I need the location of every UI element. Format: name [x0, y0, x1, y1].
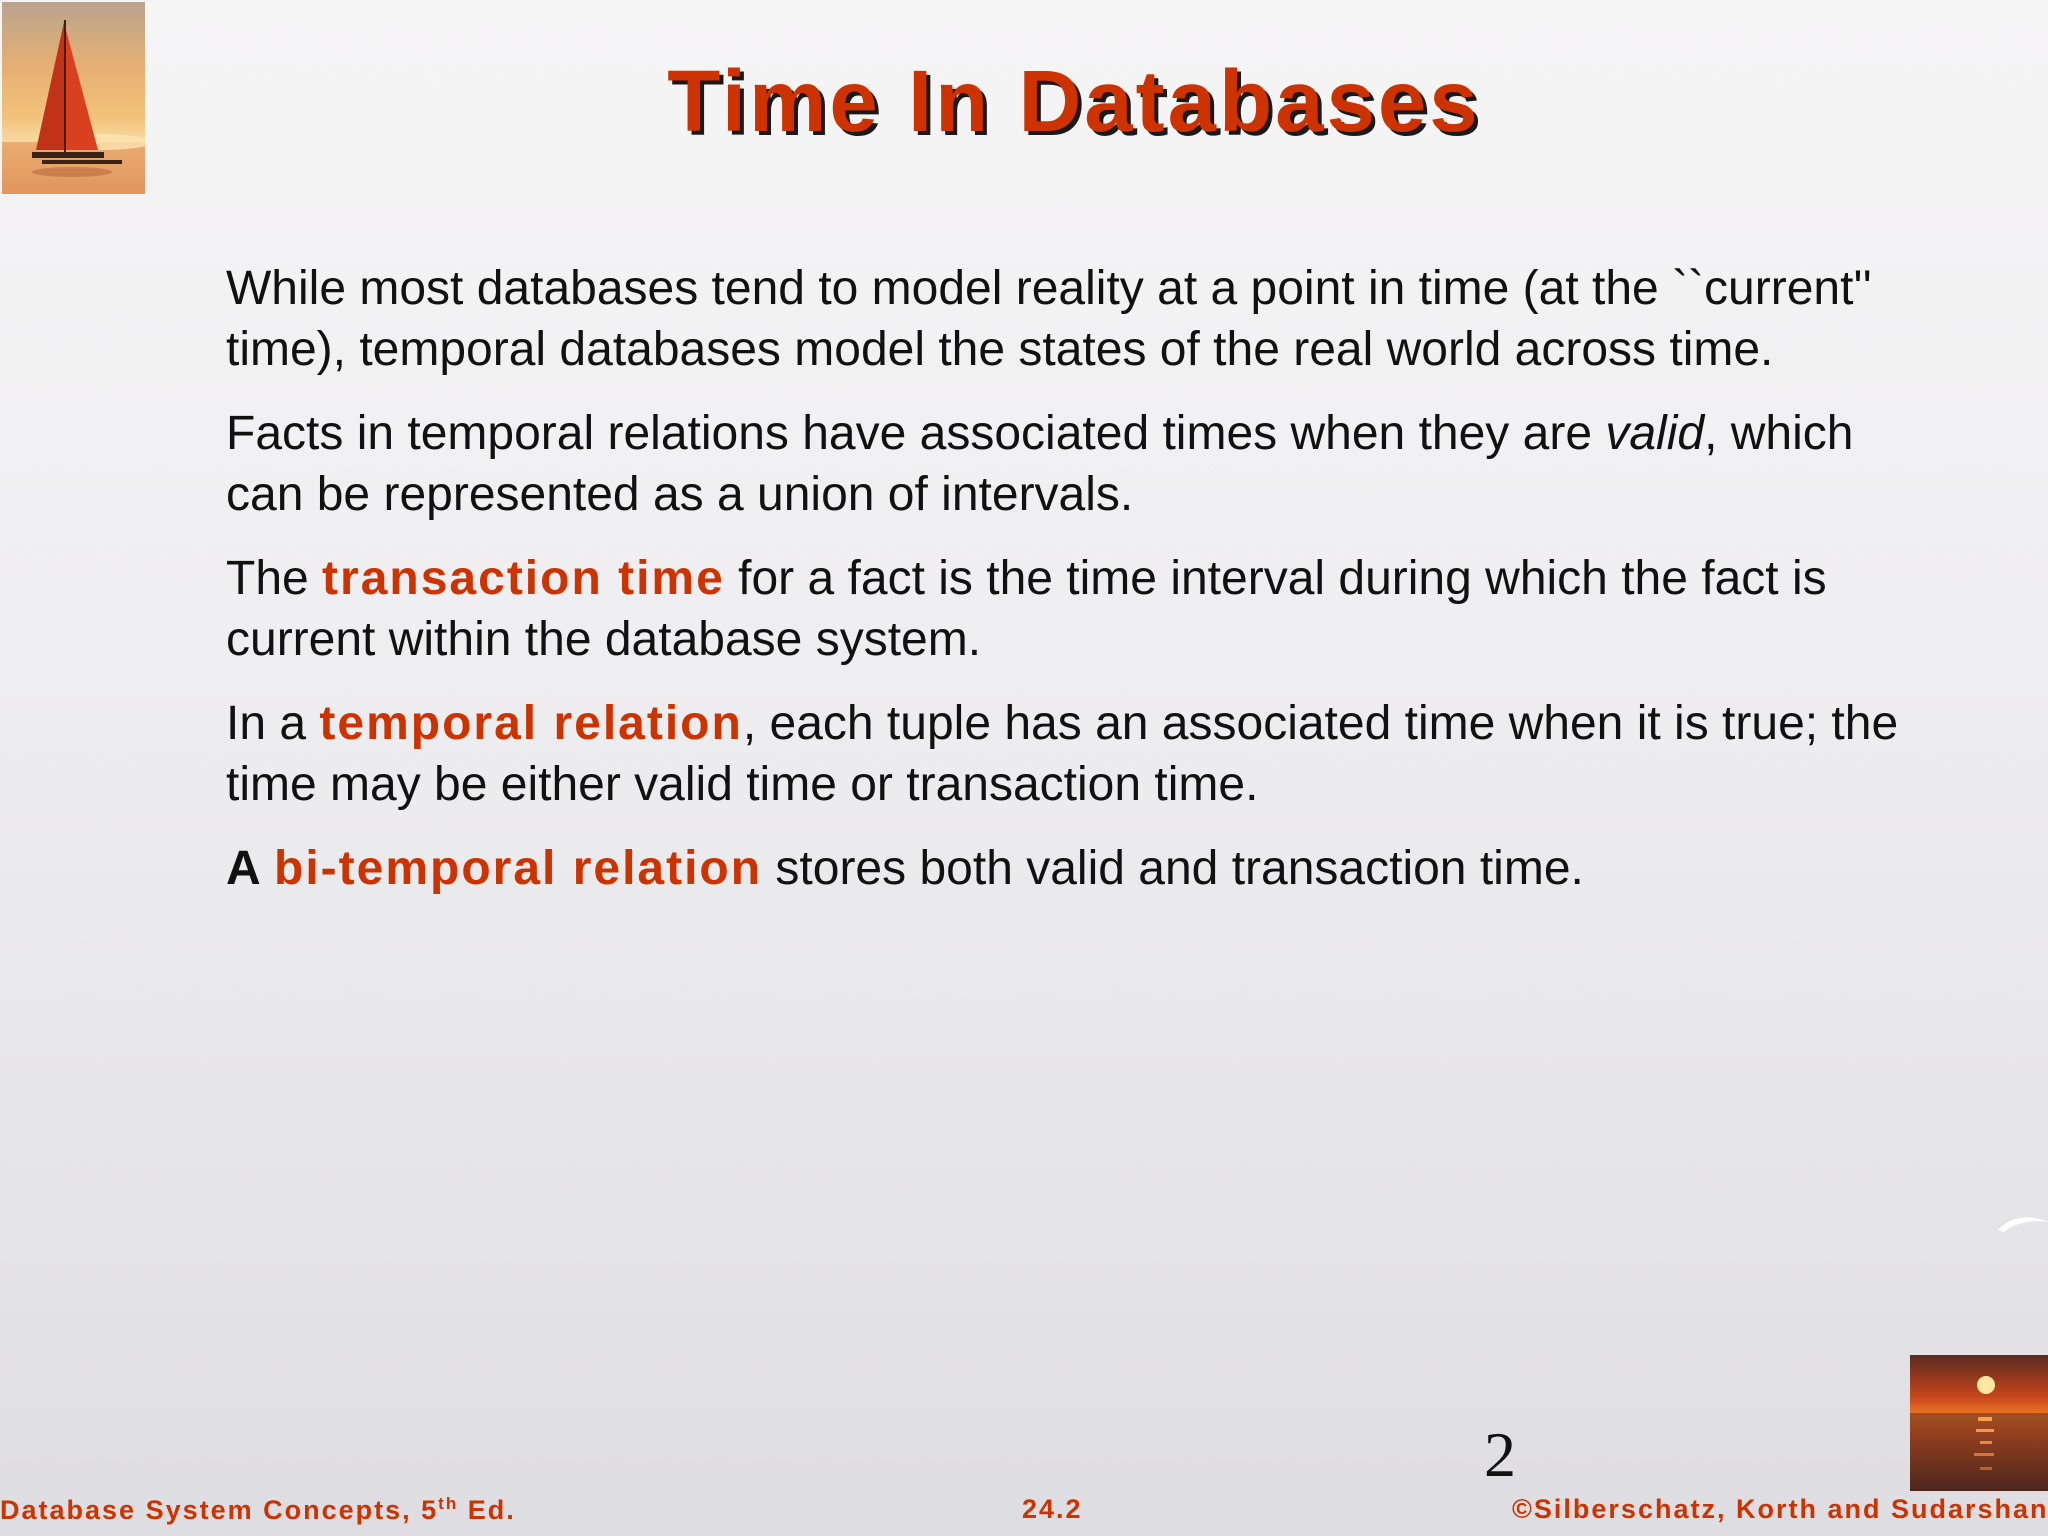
- footer-book-text: Database System Concepts, 5: [0, 1495, 439, 1525]
- footer-book-title: [0, 1494, 516, 1526]
- valid-term: valid: [1605, 407, 1705, 460]
- paragraph-3-before: The: [226, 552, 323, 605]
- sunset-image: [1910, 1355, 2048, 1491]
- transaction-time-term: transaction time: [322, 552, 725, 605]
- paragraph-2-before: Facts in temporal relations have associated times when they are: [226, 407, 1606, 460]
- temporal-relation-term: temporal relation: [319, 697, 743, 750]
- footer-slide-ref: 24.2: [1022, 1494, 1083, 1524]
- paragraph-2: [226, 403, 1926, 525]
- footer-edition-superscript: th: [438, 1494, 459, 1513]
- paragraph-4: [226, 693, 1926, 815]
- paragraph-1: [226, 258, 1926, 380]
- bi-temporal-relation-term: bi-temporal relation: [274, 842, 763, 895]
- page-title: Time In Databases: [667, 53, 1481, 150]
- wave-swoosh-icon: [1996, 1210, 2048, 1238]
- paragraph-5: [226, 838, 1926, 899]
- footer-copyright: ©Silberschatz, Korth and Sudarshan: [1512, 1494, 2048, 1524]
- paragraph-3: [226, 548, 1926, 670]
- paragraph-3-after: for a fact is the time interval during which the fact is current within the database system.: [226, 552, 1827, 666]
- footer-edition-suffix: Ed.: [458, 1495, 516, 1525]
- page-number: 2: [1484, 1419, 1516, 1490]
- paragraph-4-after: , each tuple has an associated time when it is true; the time may be either valid time or transaction time.: [226, 697, 1899, 811]
- paragraph-1-text: While most databases tend to model reality at a point in time (at the ``current'' time), temporal databases model the states of the real world across time.: [226, 262, 1872, 376]
- paragraph-5-lead: A: [226, 842, 261, 895]
- slide-body: [226, 258, 1926, 922]
- paragraph-4-before: In a: [226, 697, 320, 750]
- paragraph-2-after: , which can be represented as a union of intervals.: [226, 407, 1854, 521]
- paragraph-5-after: stores both valid and transaction time.: [762, 842, 1584, 895]
